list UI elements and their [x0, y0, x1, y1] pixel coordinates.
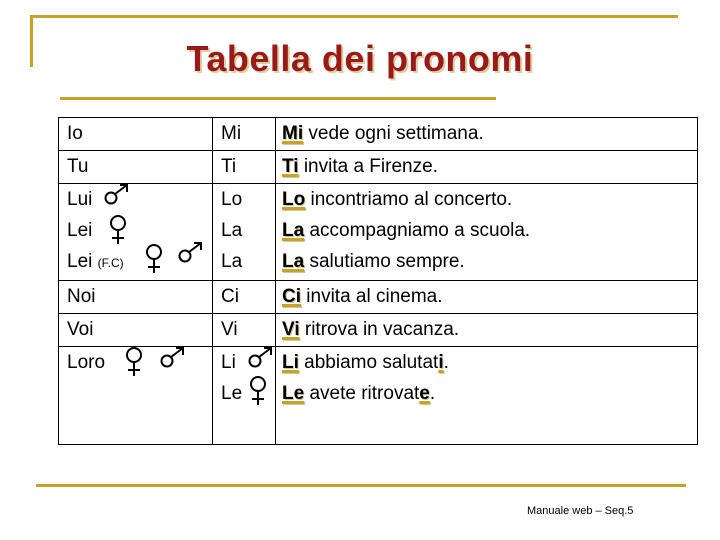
example-sentence — [282, 215, 697, 246]
object-cell — [213, 151, 276, 184]
example-pronoun: Mi — [282, 123, 304, 144]
formal-note: (F.C) — [97, 256, 124, 270]
top-accent-bar — [30, 15, 678, 18]
object-cell — [213, 281, 276, 314]
agreement-ending: e — [419, 383, 430, 404]
object-pronoun: Vi — [221, 319, 238, 340]
subject-cell — [59, 281, 213, 314]
object-cell — [213, 184, 276, 281]
example-sentence — [282, 151, 697, 182]
example-text: vede ogni settimana. — [303, 123, 484, 144]
object-pronoun: Lo — [221, 189, 243, 210]
object-pronoun: Mi — [221, 123, 242, 144]
object-pronoun: Ci — [221, 286, 239, 307]
subject-pronoun: Lei — [67, 215, 212, 246]
table-row — [59, 281, 698, 314]
example-text: accompagniamo a scuola. — [304, 220, 531, 241]
example-cell — [276, 118, 698, 151]
example-pronoun: La — [282, 220, 305, 241]
example-text: salutiamo sempre. — [304, 251, 465, 272]
subject-pronoun: Lui — [67, 184, 212, 215]
footer-label: Manuale web – Seq.5 — [527, 505, 634, 517]
female-symbol-icon — [247, 374, 269, 408]
table-row — [59, 118, 698, 151]
table-row — [59, 347, 698, 445]
object-pronoun: Ti — [221, 156, 237, 177]
male-symbol-icon — [157, 345, 187, 371]
bottom-accent-bar — [36, 484, 686, 487]
table-row — [59, 151, 698, 184]
pronoun-table — [58, 117, 698, 445]
female-symbol-icon — [143, 242, 165, 276]
male-symbol-icon — [245, 345, 275, 371]
male-symbol-icon — [101, 182, 131, 208]
subject-pronoun: Voi — [67, 319, 94, 340]
subject-pronoun: Io — [67, 123, 83, 144]
example-sentence — [282, 378, 697, 409]
subject-cell — [59, 118, 213, 151]
table-row — [59, 184, 698, 281]
object-cell — [213, 118, 276, 151]
example-sentence — [282, 281, 697, 312]
object-cell — [213, 314, 276, 347]
object-cell — [213, 347, 276, 445]
example-cell — [276, 314, 698, 347]
subject-cell — [59, 314, 213, 347]
subject-pronoun: Noi — [67, 286, 96, 307]
example-text: ritrova in vacanza. — [299, 319, 460, 340]
example-sentence — [282, 118, 697, 149]
example-sentence — [282, 184, 697, 215]
subject-pronoun: Loro — [67, 347, 212, 378]
subject-cell — [59, 184, 213, 281]
agreement-ending: i — [438, 352, 444, 373]
table-row — [59, 314, 698, 347]
example-end: . — [429, 383, 436, 404]
example-pronoun: Vi — [282, 319, 300, 340]
object-pronoun: La — [221, 251, 243, 272]
example-text: avete ritrovat — [304, 383, 420, 404]
example-sentence — [282, 347, 697, 378]
example-sentence — [282, 246, 697, 277]
page-title: Tabella dei pronomi — [186, 38, 534, 79]
subject-pronoun: Lei (F.C) — [67, 246, 212, 277]
female-symbol-icon — [107, 213, 129, 247]
subject-cell — [59, 151, 213, 184]
example-text: invita a Firenze. — [298, 156, 438, 177]
example-pronoun: Le — [282, 383, 305, 404]
female-symbol-icon — [123, 345, 145, 379]
object-pronoun: Le — [221, 378, 275, 409]
object-pronoun: La — [221, 220, 243, 241]
example-text: incontriamo al concerto. — [305, 189, 513, 210]
example-text: invita al cinema. — [301, 286, 443, 307]
example-text: abbiamo salutat — [298, 352, 439, 373]
example-pronoun: Ci — [282, 286, 301, 307]
example-cell — [276, 151, 698, 184]
male-symbol-icon — [175, 240, 205, 266]
example-sentence — [282, 314, 697, 345]
example-pronoun: Lo — [282, 189, 306, 210]
example-cell — [276, 281, 698, 314]
example-end: . — [443, 352, 449, 373]
subject-pronoun: Tu — [67, 156, 89, 177]
example-pronoun: Li — [282, 352, 299, 373]
title-underline-bar — [60, 97, 496, 100]
object-pronoun: Li — [221, 347, 275, 378]
example-cell — [276, 347, 698, 445]
example-cell — [276, 184, 698, 281]
subject-cell — [59, 347, 213, 445]
example-pronoun: La — [282, 251, 305, 272]
example-pronoun: Ti — [282, 156, 299, 177]
